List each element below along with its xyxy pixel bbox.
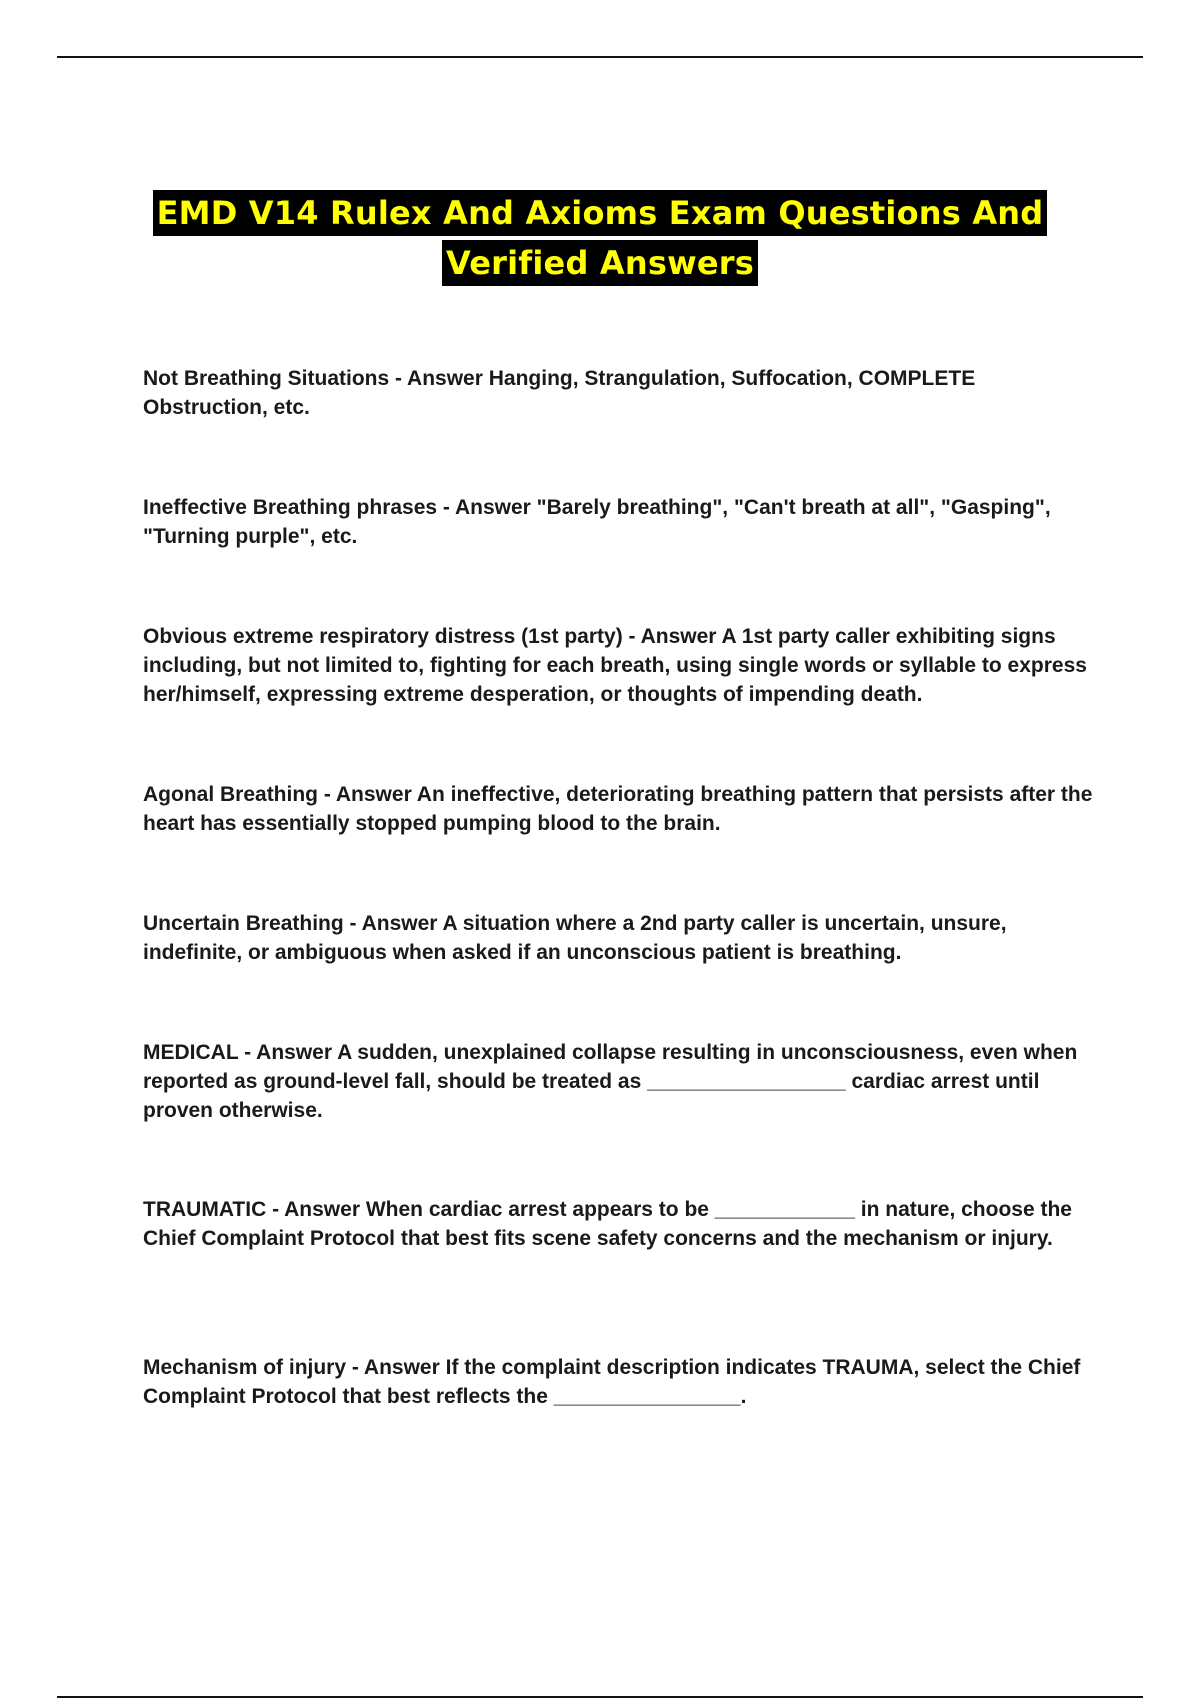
qa-entry-medical: MEDICAL - Answer A sudden, unexplained collapse resulting in unconsciousness, even when reported as ground-level fall, should be treated as _________________ cardiac arrest until proven otherwise. [143, 1041, 1078, 1122]
qa-entry-traumatic: TRAUMATIC - Answer When cardiac arrest appears to be ____________ in nature, choose the Chief Complaint Protocol that best fits scene safety concerns and the mechanism or injury. [143, 1198, 1072, 1250]
footer-rule [57, 1696, 1143, 1698]
title-line-2: Verified Answers [442, 240, 758, 286]
document-title [0, 190, 1200, 290]
qa-entry-uncertain-breathing: Uncertain Breathing - Answer A situation where a 2nd party caller is uncertain, unsure, indefinite, or ambiguous when asked if an unconscious patient is breathing. [143, 912, 1007, 964]
qa-entry-ineffective-breathing: Ineffective Breathing phrases - Answer "Barely breathing", "Can't breath at all", "Gasping", "Turning purple", etc. [143, 496, 1051, 548]
qa-entry-mechanism-of-injury: Mechanism of injury - Answer If the complaint description indicates TRAUMA, select the Chief Complaint Protocol that best reflects the ________________. [143, 1356, 1081, 1408]
qa-entry-respiratory-distress: Obvious extreme respiratory distress (1st party) - Answer A 1st party caller exhibiting signs including, but not limited to, fighting for each breath, using single words or syllable to express her/himself, expressing extreme desperation, or thoughts of impending death. [143, 625, 1087, 706]
title-line-1: EMD V14 Rulex And Axioms Exam Questions And [153, 190, 1048, 236]
qa-entry-agonal-breathing: Agonal Breathing - Answer An ineffective, deteriorating breathing pattern that persists after the heart has essentially stopped pumping blood to the brain. [143, 783, 1093, 835]
qa-entry-not-breathing: Not Breathing Situations - Answer Hanging, Strangulation, Suffocation, COMPLETE Obstruction, etc. [143, 367, 976, 419]
header-rule [57, 56, 1143, 58]
